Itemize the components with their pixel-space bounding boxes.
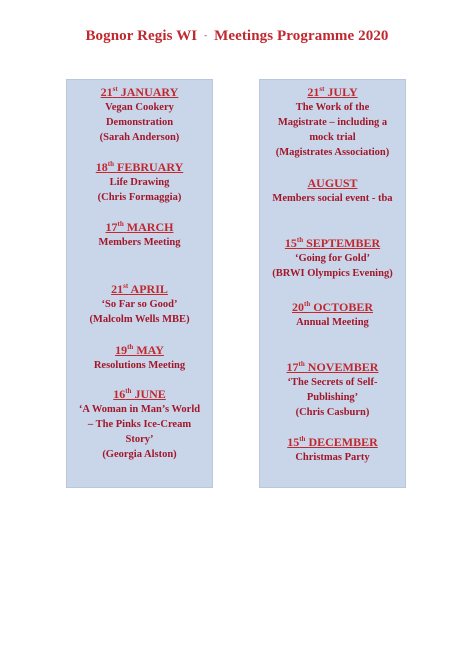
event-day: 19 (115, 343, 128, 357)
event-january (67, 85, 212, 145)
event-description (260, 315, 405, 330)
event-description-line: Resolutions Meeting (93, 360, 186, 371)
event-august (260, 176, 405, 206)
event-may (67, 343, 212, 373)
event-date (260, 300, 405, 314)
event-description (67, 235, 212, 250)
event-day: 15 (284, 236, 297, 250)
event-date (260, 435, 405, 449)
event-date (67, 343, 212, 357)
event-description-line: ‘A Woman in Man’s World (78, 404, 201, 415)
event-september (260, 236, 405, 281)
event-description-line: ‘So Far so Good’ (101, 299, 178, 310)
event-date (260, 176, 405, 190)
event-day-suffix: th (117, 220, 124, 228)
event-december (260, 435, 405, 465)
event-day-suffix: st (112, 85, 118, 93)
event-description-line: Story’ (125, 434, 154, 445)
event-description-line: – The Pinks Ice-Cream (87, 419, 192, 430)
event-description (67, 175, 212, 205)
event-date (67, 387, 212, 401)
event-day: 17 (105, 220, 118, 234)
event-day: 21 (307, 85, 320, 99)
event-description-line: (Malcolm Wells MBE) (89, 314, 190, 325)
event-month: DECEMBER (308, 435, 378, 449)
event-description (260, 450, 405, 465)
title-separator: - (204, 30, 208, 40)
title-part-1: Bognor Regis WI (85, 28, 198, 44)
event-day: 17 (286, 360, 299, 374)
event-day-suffix: st (123, 282, 129, 290)
event-date (260, 236, 405, 250)
event-date (260, 85, 405, 99)
event-description-line: Members Meeting (98, 237, 181, 248)
event-description-line: mock trial (309, 132, 356, 143)
event-day-suffix: st (319, 85, 325, 93)
event-month: MAY (136, 343, 164, 357)
event-day: 21 (100, 85, 113, 99)
event-description-line: Christmas Party (295, 452, 370, 463)
event-april (67, 282, 212, 327)
event-month: JULY (327, 85, 358, 99)
event-description (260, 375, 405, 420)
event-march (67, 220, 212, 250)
event-day-suffix: th (296, 236, 304, 244)
event-description-line: (Sarah Anderson) (99, 132, 180, 143)
right-programme-column (259, 79, 406, 488)
event-day: 16 (113, 387, 126, 401)
event-month: APRIL (130, 282, 168, 296)
event-date (67, 85, 212, 99)
event-month: OCTOBER (313, 300, 374, 314)
event-july (260, 85, 405, 160)
event-day-suffix: th (298, 360, 305, 368)
event-date (260, 360, 405, 374)
event-description-line: Members social event - tba (272, 193, 393, 204)
event-day-suffix: th (127, 343, 134, 351)
event-date (67, 282, 212, 296)
event-description (260, 100, 405, 160)
event-description-line: Magistrate – including a (277, 117, 388, 128)
event-description (260, 191, 405, 206)
event-description (67, 402, 212, 462)
event-description-line: ‘Going for Gold’ (294, 253, 371, 264)
event-description-line: (Chris Casburn) (295, 407, 370, 418)
left-programme-column (66, 79, 213, 488)
event-description-line: (Magistrates Association) (275, 147, 390, 158)
event-day: 15 (287, 435, 300, 449)
event-day: 20 (291, 300, 304, 314)
event-november (260, 360, 405, 420)
event-description-line: (BRWI Olympics Evening) (272, 268, 393, 279)
event-june (67, 387, 212, 462)
event-description-line: Publishing’ (306, 392, 359, 403)
event-description (67, 358, 212, 373)
event-description (67, 297, 212, 327)
event-description-line: ‘The Secrets of Self- (287, 377, 378, 388)
event-month: AUGUST (307, 176, 358, 190)
event-description-line: Annual Meeting (296, 317, 369, 328)
event-day-suffix: th (299, 435, 306, 443)
event-october (260, 300, 405, 330)
event-month: FEBRUARY (116, 160, 184, 174)
page-title (0, 28, 474, 45)
event-description (260, 251, 405, 281)
event-day-suffix: th (125, 387, 132, 395)
event-day: 21 (111, 282, 124, 296)
event-day-suffix: th (303, 300, 311, 308)
event-description (67, 100, 212, 145)
event-day-suffix: th (107, 160, 114, 168)
event-date (67, 160, 212, 174)
event-day: 18 (95, 160, 108, 174)
event-description-line: Demonstration (105, 117, 174, 128)
event-description-line: (Georgia Alston) (102, 449, 177, 460)
event-month: JUNE (134, 387, 166, 401)
event-description-line: (Chris Formaggia) (97, 192, 182, 203)
event-month: NOVEMBER (307, 360, 379, 374)
title-part-2: Meetings Programme 2020 (214, 28, 389, 44)
event-month: MARCH (126, 220, 174, 234)
event-description-line: Vegan Cookery (105, 102, 174, 113)
event-month: SEPTEMBER (306, 236, 381, 250)
event-month: JANUARY (120, 85, 179, 99)
event-description-line: The Work of the (295, 102, 370, 113)
event-date (67, 220, 212, 234)
event-february (67, 160, 212, 205)
event-description-line: Life Drawing (109, 177, 170, 188)
